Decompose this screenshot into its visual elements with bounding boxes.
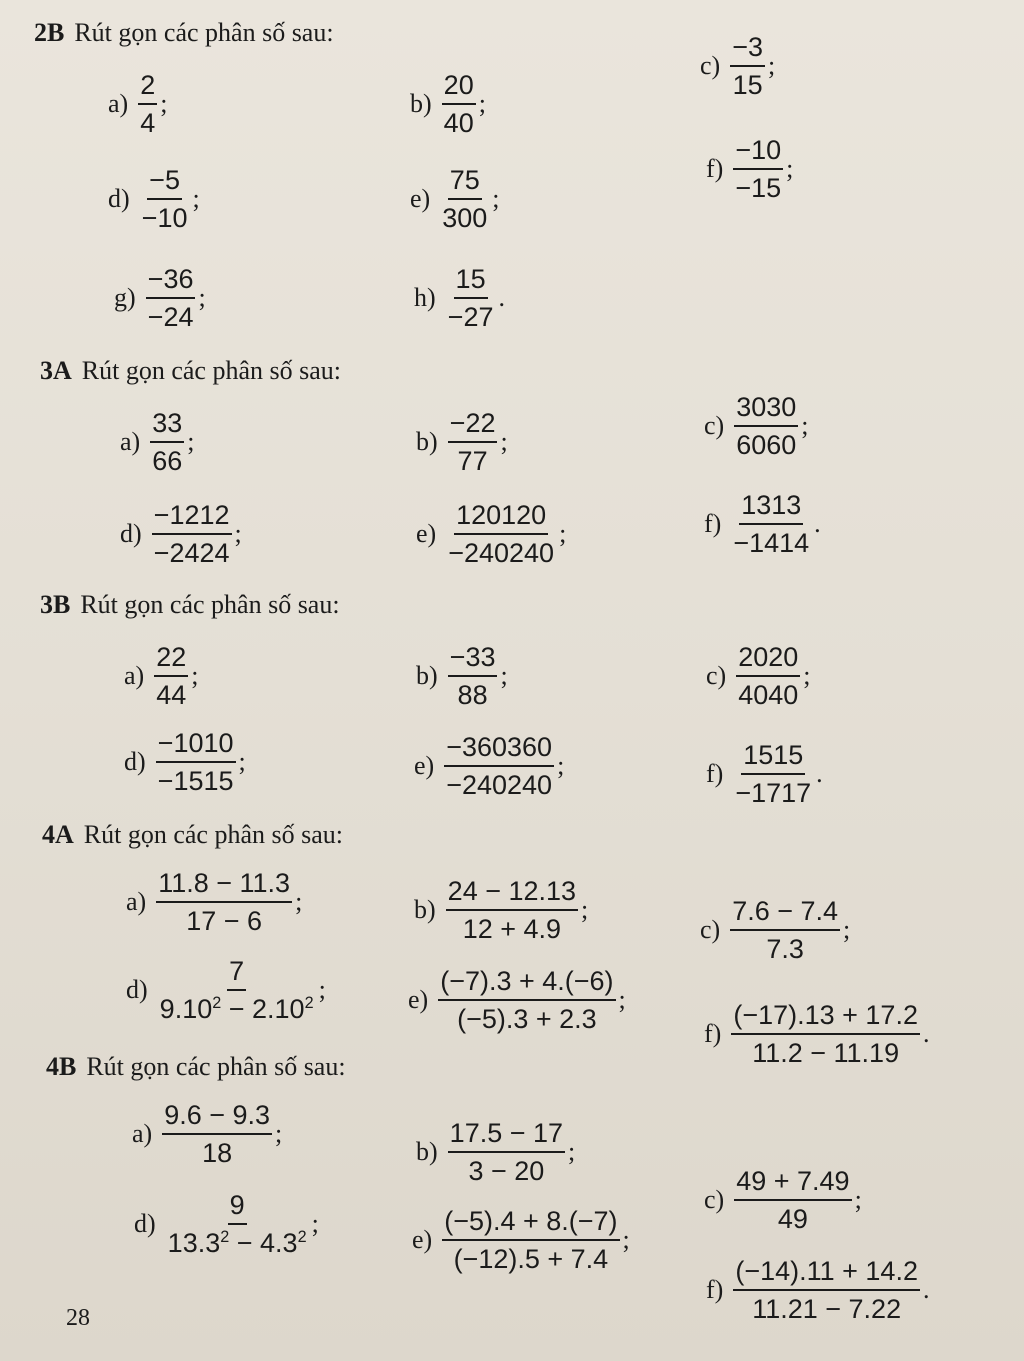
numerator: 1313 xyxy=(739,490,803,525)
section-heading-3A xyxy=(40,356,341,386)
fraction xyxy=(446,264,496,332)
separator: . xyxy=(498,283,505,313)
den-term: 9.10 xyxy=(159,994,213,1025)
numerator: 49 + 7.49 xyxy=(734,1166,851,1201)
den-term: − 4.3 xyxy=(229,1228,298,1259)
denominator: 4040 xyxy=(738,680,799,711)
exercise-3A-f xyxy=(704,490,821,558)
numerator: 1515 xyxy=(741,740,805,775)
numerator: −1010 xyxy=(156,728,236,763)
exercise-2B-c xyxy=(700,32,775,100)
separator: . xyxy=(922,1019,930,1049)
exponent: 2 xyxy=(297,1228,307,1247)
denominator: 40 xyxy=(443,108,474,139)
section-id: 3A xyxy=(40,356,72,385)
numerator: 22 xyxy=(154,642,188,677)
fraction xyxy=(730,32,765,100)
exercise-3B-d xyxy=(124,728,246,796)
item-label: c) xyxy=(706,661,727,691)
fraction xyxy=(166,1190,309,1258)
separator: ; xyxy=(559,519,567,549)
denominator: −27 xyxy=(447,302,494,333)
item-label: d) xyxy=(108,184,130,214)
den-term: − 2.10 xyxy=(221,994,305,1025)
section-title: Rút gọn các phân số sau: xyxy=(80,590,340,619)
separator: ; xyxy=(295,887,303,917)
exercise-2B-d xyxy=(108,165,200,233)
fraction xyxy=(138,70,157,138)
fraction xyxy=(152,500,232,568)
item-label: b) xyxy=(410,89,432,119)
fraction xyxy=(448,642,498,710)
exercise-4B-d xyxy=(134,1190,319,1258)
exponent: 2 xyxy=(212,994,222,1013)
exercise-2B-g xyxy=(114,264,206,332)
denominator: 49 xyxy=(777,1204,808,1235)
fraction xyxy=(150,408,184,476)
numerator: 2 xyxy=(138,70,157,105)
separator: ; xyxy=(557,751,565,781)
separator: ; xyxy=(234,519,242,549)
fraction xyxy=(154,642,188,710)
separator: ; xyxy=(786,154,794,184)
separator: ; xyxy=(478,89,486,119)
exercise-2B-b xyxy=(410,70,486,138)
numerator: −1212 xyxy=(152,500,232,535)
numerator: 24 − 12.13 xyxy=(446,876,578,911)
fraction xyxy=(444,732,554,800)
fraction xyxy=(733,1256,920,1324)
numerator: −360360 xyxy=(444,732,554,767)
item-label: b) xyxy=(416,661,438,691)
numerator: 120120 xyxy=(454,500,548,535)
fraction xyxy=(446,500,556,568)
fraction xyxy=(158,956,316,1024)
item-label: e) xyxy=(412,1225,433,1255)
exercise-2B-a xyxy=(108,70,167,138)
separator: . xyxy=(814,509,821,539)
fraction xyxy=(162,1100,272,1168)
denominator: 17 − 6 xyxy=(186,906,263,937)
denominator: −2424 xyxy=(153,538,230,569)
separator: ; xyxy=(581,895,589,925)
fraction xyxy=(731,1000,920,1068)
fraction xyxy=(438,966,615,1034)
exercise-2B-h xyxy=(414,264,505,332)
section-heading-2B xyxy=(34,18,334,48)
separator: ; xyxy=(192,184,200,214)
section-heading-4A xyxy=(42,820,343,850)
fraction xyxy=(731,490,811,558)
separator: . xyxy=(922,1275,930,1305)
item-label: c) xyxy=(700,915,721,945)
denominator: (−5).3 + 2.3 xyxy=(457,1004,597,1035)
separator: . xyxy=(816,759,823,789)
section-id: 3B xyxy=(40,590,71,619)
exercise-4A-b xyxy=(414,876,588,944)
fraction xyxy=(446,876,578,944)
exercise-3B-a xyxy=(124,642,198,710)
fraction xyxy=(156,868,292,936)
numerator: 75 xyxy=(448,165,482,200)
fraction xyxy=(734,1166,851,1234)
denominator: 66 xyxy=(152,446,183,477)
fraction xyxy=(442,70,476,138)
exercise-3B-e xyxy=(414,732,564,800)
denominator: 3 − 20 xyxy=(468,1156,545,1187)
separator: ; xyxy=(187,427,195,457)
numerator: −10 xyxy=(733,135,783,170)
numerator: (−14).11 + 14.2 xyxy=(733,1256,920,1291)
fraction xyxy=(730,896,840,964)
exercise-4B-e xyxy=(412,1206,630,1274)
denominator: −240240 xyxy=(446,770,553,801)
item-label: a) xyxy=(120,427,141,457)
fraction xyxy=(440,165,489,233)
item-label: f) xyxy=(706,1275,724,1305)
fraction xyxy=(733,740,813,808)
item-label: a) xyxy=(126,887,147,917)
item-label: d) xyxy=(120,519,142,549)
item-label: h) xyxy=(414,283,436,313)
fraction xyxy=(734,392,798,460)
exercise-3A-b xyxy=(416,408,508,476)
denominator: −1717 xyxy=(735,778,812,809)
numerator: 7.6 − 7.4 xyxy=(730,896,840,931)
separator: ; xyxy=(492,184,500,214)
denominator: −1515 xyxy=(157,766,234,797)
item-label: c) xyxy=(700,51,721,81)
exercise-3A-c xyxy=(704,392,809,460)
numerator: (−5).4 + 8.(−7) xyxy=(442,1206,619,1241)
numerator: 33 xyxy=(150,408,184,443)
denominator: 18 xyxy=(202,1138,233,1169)
exercise-2B-f xyxy=(706,135,793,203)
section-title: Rút gọn các phân số sau: xyxy=(83,820,344,849)
page-number: 28 xyxy=(66,1305,90,1331)
denominator: 6060 xyxy=(736,430,797,461)
item-label: e) xyxy=(416,519,437,549)
item-label: f) xyxy=(706,759,724,789)
section-title: Rút gọn các phân số sau: xyxy=(81,356,342,385)
numerator: 20 xyxy=(442,70,476,105)
exercise-3B-c xyxy=(706,642,811,710)
section-title: Rút gọn các phân số sau: xyxy=(74,18,334,47)
item-label: a) xyxy=(108,89,129,119)
separator: ; xyxy=(275,1119,283,1149)
exercise-4B-b xyxy=(416,1118,575,1186)
section-id: 4B xyxy=(46,1052,77,1081)
separator: ; xyxy=(318,975,326,1005)
item-label: b) xyxy=(416,1137,438,1167)
denominator: 77 xyxy=(457,446,488,477)
exponent: 2 xyxy=(304,994,314,1013)
exercise-2B-e xyxy=(410,165,500,233)
item-label: e) xyxy=(408,985,429,1015)
exercise-4A-c xyxy=(700,896,850,964)
denominator: 88 xyxy=(457,680,488,711)
exercise-4A-a xyxy=(126,868,302,936)
section-id: 2B xyxy=(34,18,65,47)
section-id: 4A xyxy=(42,820,74,849)
separator: ; xyxy=(198,283,206,313)
numerator: −36 xyxy=(146,264,196,299)
separator: ; xyxy=(843,915,851,945)
separator: ; xyxy=(854,1185,862,1215)
denominator: −240240 xyxy=(448,538,555,569)
fraction xyxy=(733,135,783,203)
denominator: 4 xyxy=(140,108,156,139)
exercise-3A-a xyxy=(120,408,194,476)
denominator: 15 xyxy=(732,70,763,101)
exercise-4A-d xyxy=(126,956,326,1024)
numerator: 17.5 − 17 xyxy=(448,1118,565,1153)
denominator: 7.3 xyxy=(766,934,804,965)
section-title: Rút gọn các phân số sau: xyxy=(86,1052,346,1081)
fraction xyxy=(140,165,190,233)
denominator: −24 xyxy=(147,302,194,333)
numerator: −3 xyxy=(730,32,765,67)
numerator: (−7).3 + 4.(−6) xyxy=(438,966,615,1001)
item-label: b) xyxy=(416,427,438,457)
separator: ; xyxy=(768,51,776,81)
numerator: 15 xyxy=(454,264,488,299)
item-label: a) xyxy=(132,1119,153,1149)
exercise-3B-f xyxy=(706,740,823,808)
denominator: 12 + 4.9 xyxy=(462,914,562,945)
fraction xyxy=(448,1118,565,1186)
separator: ; xyxy=(622,1225,630,1255)
denominator: 11.21 − 7.22 xyxy=(752,1294,902,1325)
item-label: e) xyxy=(414,751,435,781)
numerator: 2020 xyxy=(736,642,800,677)
fraction xyxy=(442,1206,619,1274)
item-label: d) xyxy=(124,747,146,777)
separator: ; xyxy=(618,985,626,1015)
denominator: 300 xyxy=(442,203,488,234)
denominator xyxy=(158,991,316,1024)
item-label: d) xyxy=(126,975,148,1005)
item-label: f) xyxy=(704,1019,722,1049)
item-label: c) xyxy=(704,1185,725,1215)
numerator: 3030 xyxy=(734,392,798,427)
numerator: 11.8 − 11.3 xyxy=(156,868,292,903)
item-label: c) xyxy=(704,411,725,441)
exercise-3A-e xyxy=(416,500,566,568)
den-term: 13.3 xyxy=(167,1228,221,1259)
item-label: a) xyxy=(124,661,145,691)
section-heading-3B xyxy=(40,590,340,620)
numerator: −5 xyxy=(147,165,182,200)
exponent: 2 xyxy=(220,1228,230,1247)
numerator: 7 xyxy=(227,956,246,991)
separator: ; xyxy=(500,427,508,457)
exercise-3A-d xyxy=(120,500,242,568)
exercise-4B-c xyxy=(704,1166,862,1234)
separator: ; xyxy=(191,661,199,691)
denominator xyxy=(166,1225,309,1258)
separator: ; xyxy=(801,411,809,441)
denominator: 11.2 − 11.19 xyxy=(752,1038,900,1069)
item-label: d) xyxy=(134,1209,156,1239)
separator: ; xyxy=(803,661,811,691)
item-label: f) xyxy=(706,154,724,184)
fraction xyxy=(448,408,498,476)
separator: ; xyxy=(238,747,246,777)
exercise-4B-a xyxy=(132,1100,282,1168)
item-label: g) xyxy=(114,283,136,313)
separator: ; xyxy=(568,1137,576,1167)
numerator: −33 xyxy=(448,642,498,677)
fraction xyxy=(736,642,800,710)
denominator: (−12).5 + 7.4 xyxy=(453,1244,609,1275)
numerator: 9.6 − 9.3 xyxy=(162,1100,272,1135)
exercise-4A-f xyxy=(704,1000,929,1068)
exercise-3B-b xyxy=(416,642,508,710)
exercise-4B-f xyxy=(706,1256,929,1324)
separator: ; xyxy=(500,661,508,691)
denominator: −15 xyxy=(735,173,782,204)
item-label: b) xyxy=(414,895,436,925)
item-label: f) xyxy=(704,509,722,539)
separator: ; xyxy=(311,1209,319,1239)
fraction xyxy=(156,728,236,796)
item-label: e) xyxy=(410,184,431,214)
denominator: −1414 xyxy=(733,528,810,559)
numerator: (−17).13 + 17.2 xyxy=(731,1000,920,1035)
numerator: 9 xyxy=(228,1190,247,1225)
fraction xyxy=(146,264,196,332)
exercise-4A-e xyxy=(408,966,626,1034)
denominator: −10 xyxy=(141,203,188,234)
denominator: 44 xyxy=(156,680,187,711)
section-heading-4B xyxy=(46,1052,346,1082)
separator: ; xyxy=(160,89,168,119)
numerator: −22 xyxy=(448,408,498,443)
